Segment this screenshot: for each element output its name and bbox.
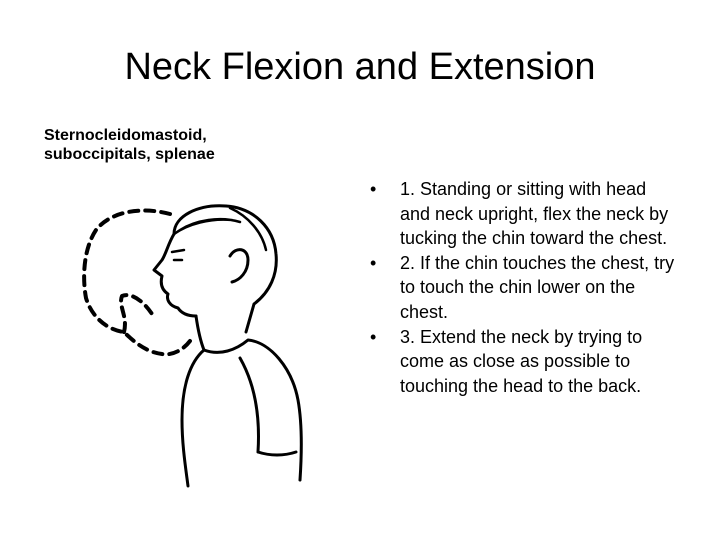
chest-front (182, 350, 204, 486)
instruction-text: 1. Standing or sitting with head and neck upright, flex the neck by tucking the chin toward the chest. (400, 179, 669, 249)
slide-title: Neck Flexion and Extension (124, 46, 596, 88)
bullet-marker: • (370, 326, 377, 347)
muscle-caption-line-2: suboccipitals, splenae (44, 146, 215, 163)
neck-flexion-illustration (70, 190, 310, 490)
muscle-caption (44, 126, 304, 164)
instruction-text: 3. Extend the neck by trying to come as close as possible to touching the head to the back. (400, 326, 643, 396)
neck-front (196, 316, 204, 350)
eye (172, 250, 184, 260)
instruction-step-1 (370, 177, 680, 251)
face-profile (154, 234, 196, 316)
muscle-caption-line-1: Sternocleidomastoid, (44, 127, 207, 144)
instruction-step-2 (370, 251, 680, 325)
bullet-marker: • (370, 179, 377, 199)
torso-outline (204, 340, 301, 480)
bullet-marker: • (370, 252, 377, 273)
ear (230, 250, 248, 282)
instruction-list (370, 177, 680, 398)
instruction-text: 2. If the chin touches the chest, try to touch the chin lower on the chest. (400, 252, 675, 322)
flexed-face-outline (121, 295, 152, 332)
instruction-step-3 (370, 325, 680, 399)
